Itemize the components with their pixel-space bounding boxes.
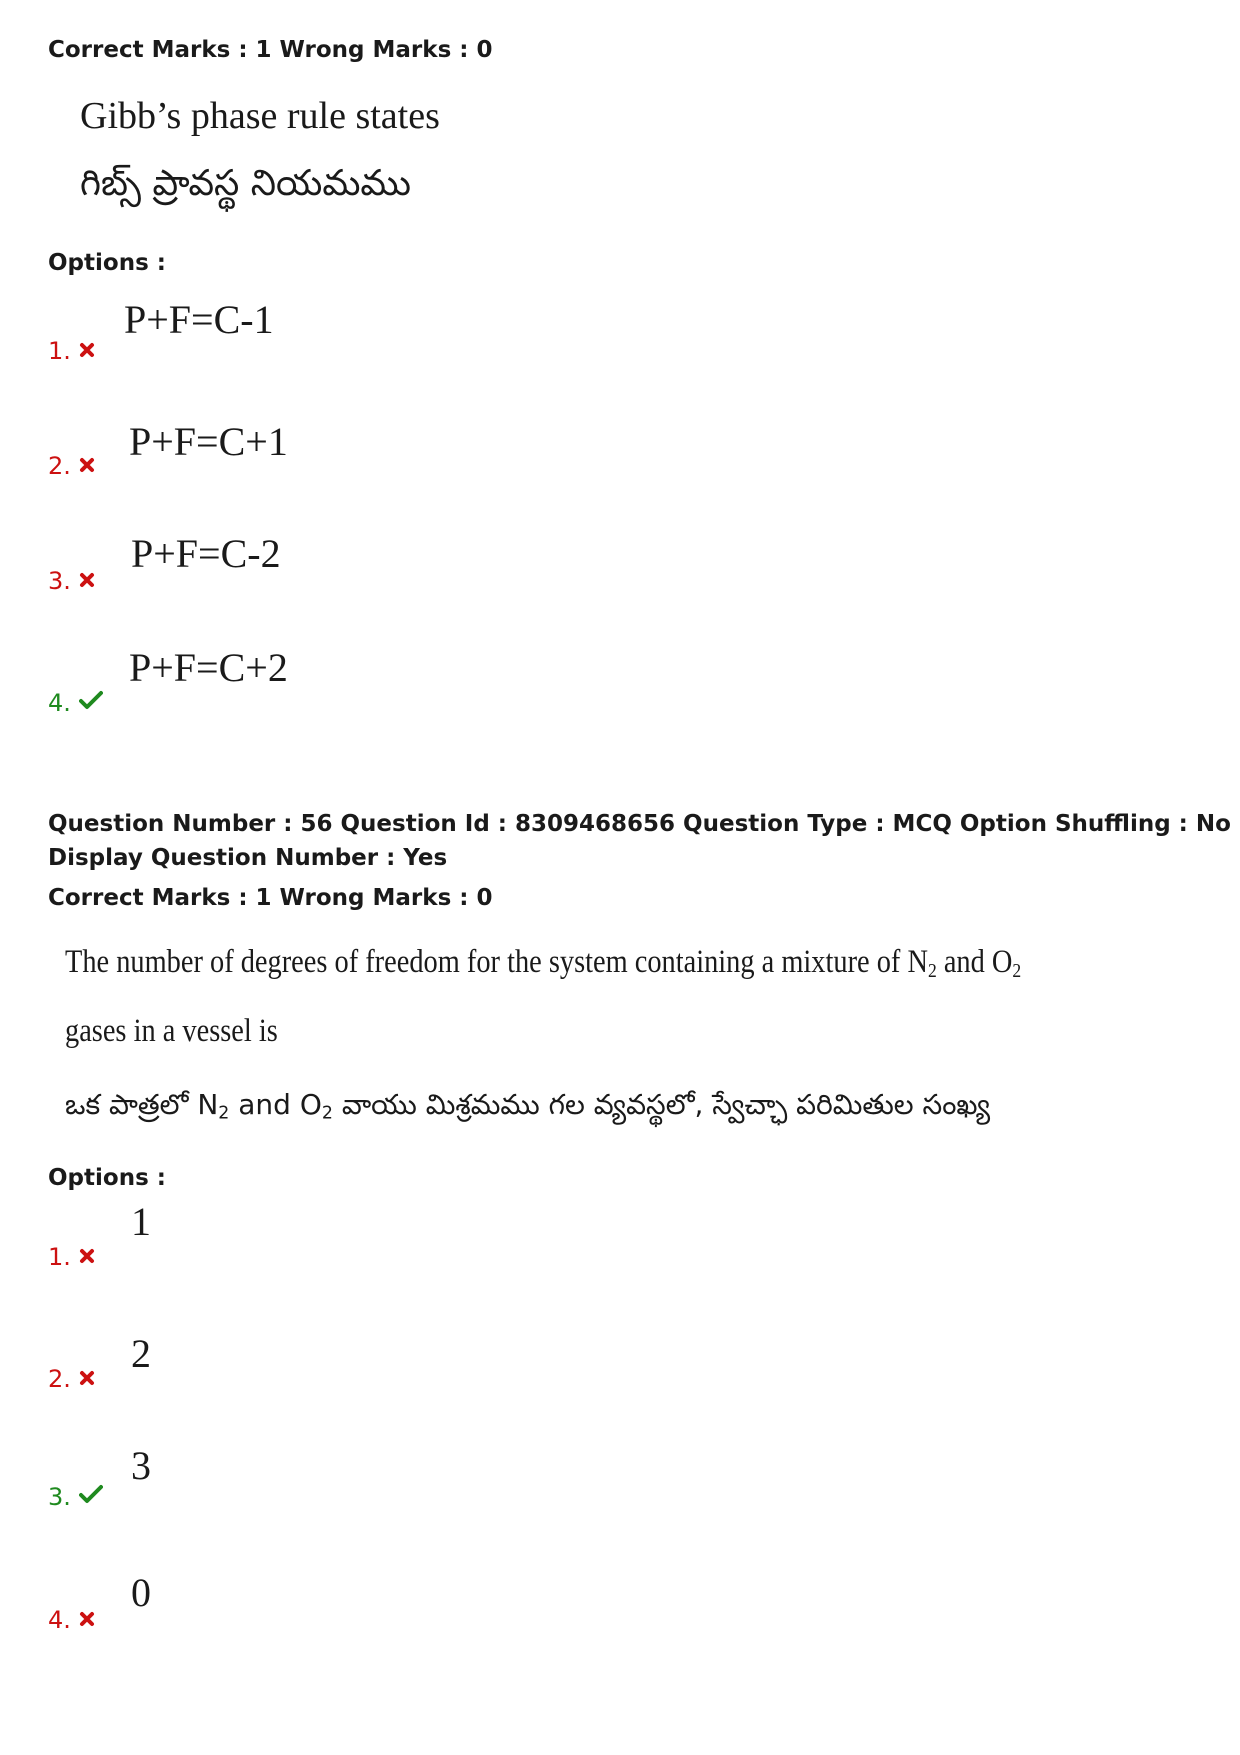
cross-icon <box>79 1605 95 1633</box>
option-number: 4. <box>48 689 71 717</box>
cross-icon <box>79 451 95 479</box>
option-number: 3. <box>48 567 71 595</box>
question-text-english: Gibb’s phase rule states <box>80 95 440 137</box>
option-1-text: 1 <box>131 1199 151 1244</box>
question-text-english-line-2: gases in a vessel is <box>65 1013 278 1049</box>
option-1-text: P+F=C-1 <box>124 297 274 342</box>
cross-icon <box>79 566 95 594</box>
check-icon <box>79 1482 103 1510</box>
option-2-number-row <box>48 451 95 480</box>
option-2-text: P+F=C+1 <box>129 419 288 464</box>
option-number: 4. <box>48 1606 71 1634</box>
question-text-telugu: ఒక పాత్రలో $N_2$ and $O_2$ వాయు మిశ్రమము గల వ్యవస్థలో, స్వేచ్ఛా పరిమితుల సంఖ్య <box>65 1088 991 1124</box>
option-number: 2. <box>48 1365 71 1393</box>
display-question-number-line: Display Question Number : Yes <box>48 845 448 871</box>
option-number: 1. <box>48 1243 71 1271</box>
option-3-text: 3 <box>131 1443 151 1488</box>
option-4-text: 0 <box>131 1570 151 1615</box>
question-meta-line: Question Number : 56 Question Id : 8309468656 Question Type : MCQ Option Shuffling : No <box>48 811 1231 837</box>
option-3-text: P+F=C-2 <box>131 531 281 576</box>
check-icon <box>79 688 103 716</box>
option-3-number-row <box>48 566 95 595</box>
cross-icon <box>79 1242 95 1270</box>
option-4-number-row <box>48 688 103 717</box>
cross-icon <box>79 336 95 364</box>
question-text-telugu: గిబ్స్ ప్రావస్థ నియమము <box>80 163 411 204</box>
option-1-number-row <box>48 336 95 365</box>
option-4-number-row <box>48 1605 95 1634</box>
option-2-text: 2 <box>131 1331 151 1376</box>
options-label: Options : <box>48 1165 166 1191</box>
options-label: Options : <box>48 250 166 276</box>
cross-icon <box>79 1364 95 1392</box>
question-text-english-line-1: The number of degrees of freedom for the system containing a mixture of $N_2$ and $O_2$ <box>65 944 1022 983</box>
option-2-number-row <box>48 1364 95 1393</box>
option-number: 1. <box>48 337 71 365</box>
option-number: 2. <box>48 452 71 480</box>
option-3-number-row <box>48 1482 103 1511</box>
option-number: 3. <box>48 1483 71 1511</box>
option-4-text: P+F=C+2 <box>129 645 288 690</box>
option-1-number-row <box>48 1242 95 1271</box>
marks-line: Correct Marks : 1 Wrong Marks : 0 <box>48 37 493 63</box>
marks-line: Correct Marks : 1 Wrong Marks : 0 <box>48 885 493 911</box>
